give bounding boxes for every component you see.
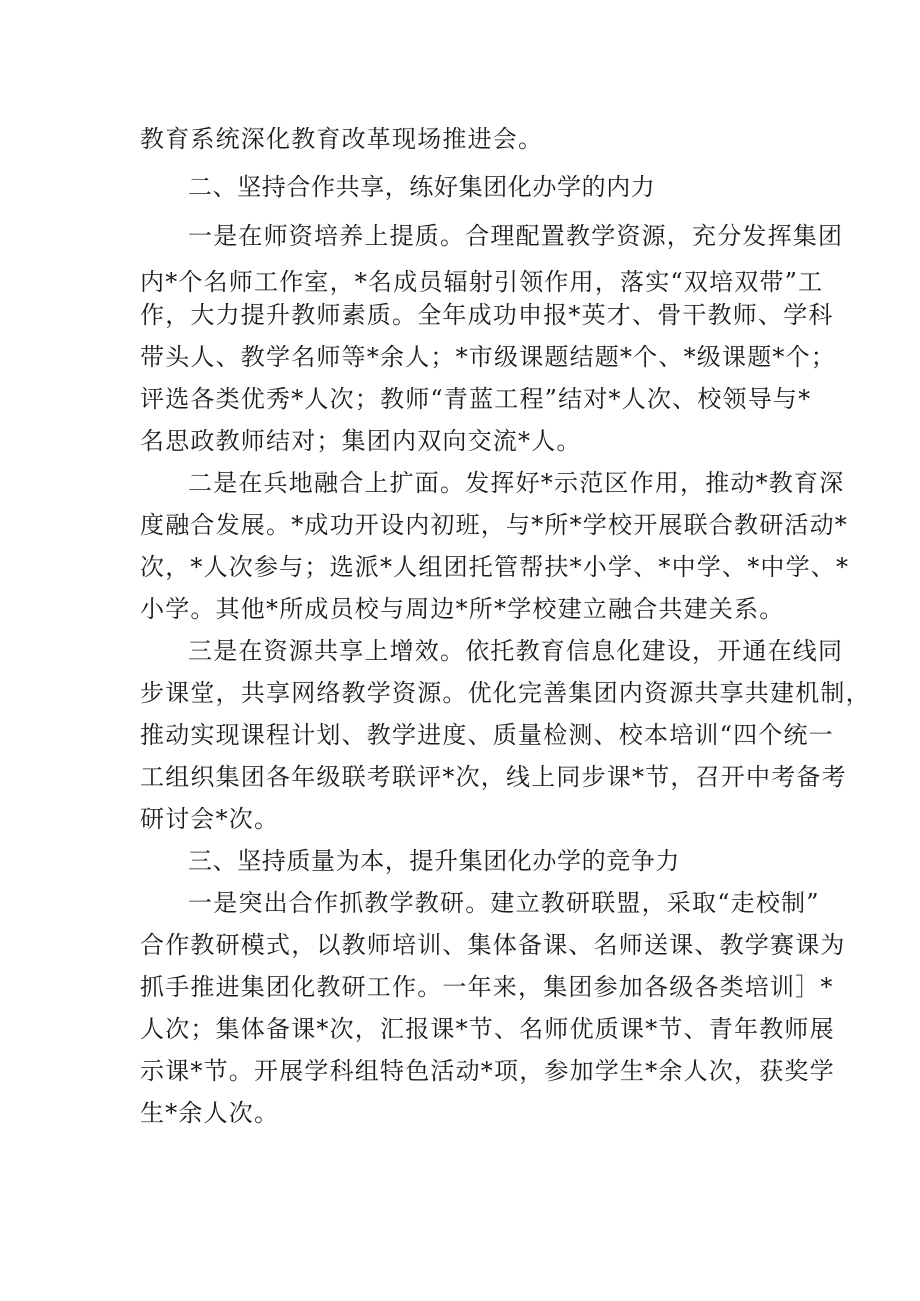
text-line: 三是在资源共享上增效。依托教育信息化建设，开通在线同 bbox=[188, 637, 844, 665]
text-line: 教育系统深化教育改革现场推进会。 bbox=[140, 125, 544, 153]
text-line: 合作教研模式，以教师培训、集体备课、名师送课、教学赛课为 bbox=[140, 931, 846, 959]
text-line: 名思政教师结对；集团内双向交流*人。 bbox=[140, 427, 582, 455]
text-line: 内*个名师工作室，*名成员辐射引领作用，落实“双培双带”工 bbox=[140, 268, 824, 296]
text-line: 作，大力提升教师素质。全年成功申报*英才、骨干教师、学科 bbox=[140, 301, 834, 329]
text-line: 人次；集体备课*次，汇报课*节、名师优质课*节、青年教师展 bbox=[140, 1015, 835, 1043]
text-line: 一是在师资培养上提质。合理配置教学资源，充分发挥集团 bbox=[188, 222, 844, 250]
section-heading: 二、坚持合作共享，练好集团化办学的内力 bbox=[188, 173, 656, 201]
text-line: 推动实现课程计划、教学进度、质量检测、校本培训“四个统一 bbox=[140, 721, 834, 749]
text-line: 步课堂，共享网络教学资源。优化完善集团内资源共享共建机制， bbox=[140, 679, 871, 707]
text-line: 小学。其他*所成员校与周边*所*学校建立融合共建关系。 bbox=[140, 595, 785, 623]
section-heading: 三、坚持质量为本，提升集团化办学的竞争力 bbox=[188, 847, 680, 875]
text-line: 度融合发展。*成功开设内初班，与*所*学校开展联合教研活动* bbox=[140, 511, 848, 539]
text-line: 一是突出合作抓教学教研。建立教研联盟，采取“走校制” bbox=[188, 889, 820, 917]
text-line: 二是在兵地融合上扩面。发挥好*示范区作用，推动*教育深 bbox=[188, 469, 845, 497]
text-line: 抓手推进集团化教研工作。一年来，集团参加各级各类培训］* bbox=[140, 973, 834, 1001]
text-line: 示课*节。开展学科组特色活动*项，参加学生*余人次，获奖学 bbox=[140, 1057, 835, 1085]
text-line: 生*余人次。 bbox=[140, 1099, 280, 1127]
text-line: 次，*人次参与；选派*人组团托管帮扶*小学、*中学、*中学、* bbox=[140, 553, 850, 581]
text-line: 工组织集团各年级联考联评*次，线上同步课*节，召开中考备考 bbox=[140, 763, 847, 791]
text-line: 研讨会*次。 bbox=[140, 805, 280, 833]
text-line: 评选各类优秀*人次；教师“青蓝工程”结对*人次、校领导与* bbox=[140, 385, 812, 413]
text-line: 带头人、教学名师等*余人；*市级课题结题*个、*级课题*个； bbox=[140, 343, 836, 371]
